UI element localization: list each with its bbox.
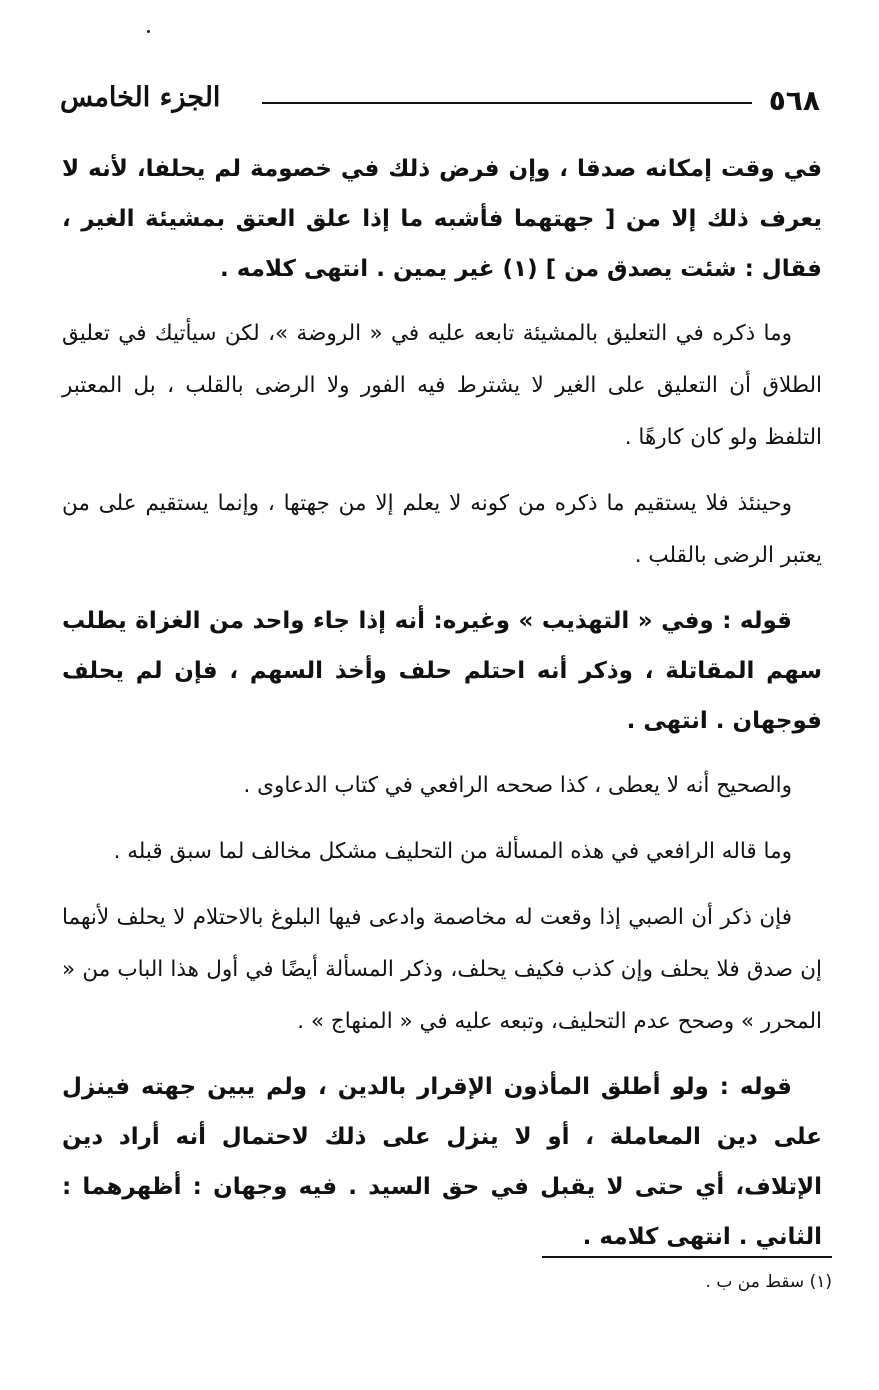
- commentary-paragraph: وما قاله الرافعي في هذه المسألة من التحليف مشكل مخالف لما سبق قبله .: [113, 839, 792, 864]
- quoted-passage: في وقت إمكانه صدقا ، وإن فرض ذلك في خصومة لم يحلفا، لأنه لا يعرف ذلك إلا من [ جهتهما فأشبه ما إذا علق العتق بمشيئة الغير ، فقال : شئت يصدق من ] (١) غير يمين . انتهى كلامه .: [62, 156, 822, 282]
- commentary-paragraph: وحينئذ فلا يستقيم ما ذكره من كونه لا يعلم إلا من جهتها ، وإنما يستقيم على من يعتبر الرضى بالقلب .: [62, 491, 822, 568]
- running-title: الجزء الخامس: [60, 82, 221, 113]
- quoted-passage: قوله : ولو أطلق المأذون الإقرار بالدين ، ولم يبين جهته فينزل على دين المعاملة ، أو لا ينزل على ذلك لاحتمال أنه أراد دين الإتلاف، أي حتى لا يقبل في حق السيد . فيه وجهان : أظهرهما : الثاني . انتهى كلامه .: [62, 1074, 822, 1250]
- footnote-rule: [542, 1256, 832, 1258]
- commentary-paragraph: فإن ذكر أن الصبي إذا وقعت له مخاصمة وادعى فيها البلوغ بالاحتلام لا يحلف لأنهما إن صدق فلا يحلف وإن كذب فكيف يحلف، وذكر المسألة أيضًا في أول هذا الباب من « المحرر » وصحح عدم التحليف، وتبعه عليه في « المنهاج » .: [62, 905, 822, 1034]
- stray-mark: [147, 30, 150, 33]
- commentary-paragraph: والصحيح أنه لا يعطى ، كذا صححه الرافعي في كتاب الدعاوى .: [243, 773, 792, 798]
- quoted-passage: قوله : وفي « التهذيب » وغيره: أنه إذا جاء واحد من الغزاة يطلب سهم المقاتلة ، وذكر أنه احتلم حلف وأخذ السهم ، فإن لم يحلف فوجهان . انتهى .: [62, 608, 822, 734]
- main-text: [62, 144, 822, 1276]
- header-rule: [262, 102, 752, 104]
- running-header: [60, 82, 820, 122]
- commentary-paragraph: وما ذكره في التعليق بالمشيئة تابعه عليه في « الروضة »، لكن سيأتيك في تعليق الطلاق أن التعليق على الغير لا يشترط فيه الفور ولا الرضى بالقلب ، بل المعتبر التلفظ ولو كان كارهًا .: [62, 321, 822, 450]
- page-number: ٥٦٨: [768, 84, 820, 117]
- footnote: (١) سقط من ب .: [705, 1272, 832, 1292]
